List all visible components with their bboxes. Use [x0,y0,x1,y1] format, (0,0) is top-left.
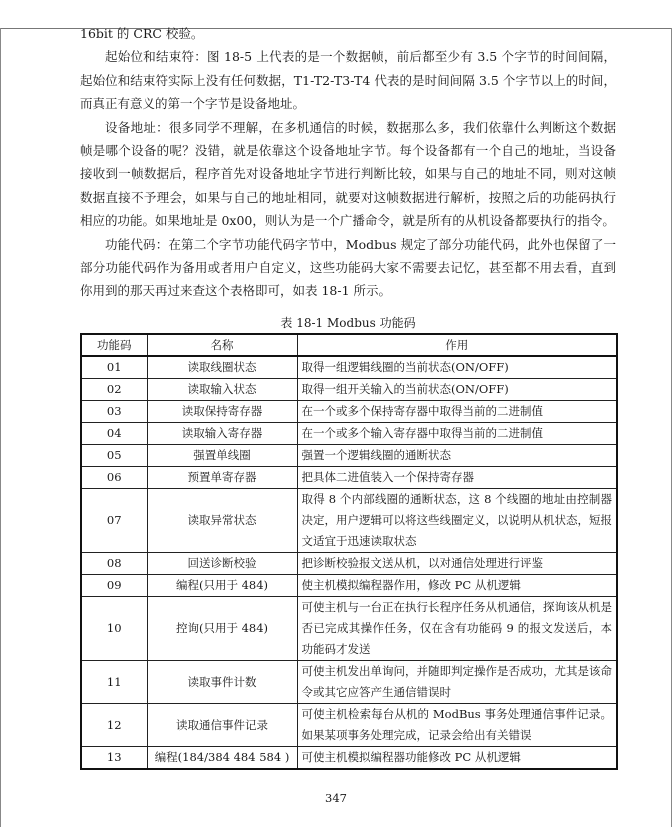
cell-name: 回送诊断校验 [147,553,297,575]
table-row [81,467,617,489]
header-action: 作用 [297,334,617,356]
cell-name: 编程(只用于 484) [147,575,297,597]
cell-code: 11 [81,661,147,704]
page-number: 347 [325,791,347,805]
table-row [81,423,617,445]
cell-action: 可使主机检索每台从机的 ModBus 事务处理通信事件记录。如果某项事务处理完成，记录会给出有关错误 [297,704,617,747]
table-row [81,747,617,770]
cell-name: 读取通信事件记录 [147,704,297,747]
header-name: 名称 [147,334,297,356]
table-row [81,489,617,553]
header-code: 功能码 [81,334,147,356]
paragraph-crc: 16bit 的 CRC 校验。 [80,26,204,41]
cell-code: 06 [81,467,147,489]
table-row [81,704,617,747]
cell-code: 02 [81,379,147,401]
cell-name: 控询(只用于 484) [147,597,297,661]
cell-action: 在一个或多个输入寄存器中取得当前的二进制值 [297,423,617,445]
table-row [81,356,617,379]
cell-action: 可使主机发出单询问，并随即判定操作是否成功，尤其是该命令或其它应答产生通信错误时 [297,661,617,704]
cell-action: 取得 8 个内部线圈的通断状态，这 8 个线圈的地址由控制器决定，用户逻辑可以将这些线圈定义，以说明从机状态，短报文适宜于迅速读取状态 [297,489,617,553]
cell-action: 在一个或多个保持寄存器中取得当前的二进制值 [297,401,617,423]
page-frame-left [0,28,1,827]
cell-code: 08 [81,553,147,575]
cell-name: 强置单线圈 [147,445,297,467]
table-row [81,597,617,661]
table-row [81,553,617,575]
cell-action: 使主机模拟编程器作用，修改 PC 从机逻辑 [297,575,617,597]
cell-action: 取得一组开关输入的当前状态(ON/OFF) [297,379,617,401]
cell-code: 13 [81,747,147,770]
paragraph-function-code: 功能代码：在第二个字节功能代码字节中，Modbus 规定了部分功能代码，此外也保留了一部分功能代码作为备用或者用户自定义，这些功能码大家不需要去记忆，甚至都不用去看，直到你用到的那天再过来查这个表格即可，如表 18-1 所示。 [80,236,616,299]
cell-action: 取得一组逻辑线圈的当前状态(ON/OFF) [297,356,617,379]
cell-code: 01 [81,356,147,379]
table-row [81,575,617,597]
table-header-row [81,334,617,356]
cell-name: 读取异常状态 [147,489,297,553]
cell-action: 把具体二进值装入一个保持寄存器 [297,467,617,489]
cell-name: 读取线圈状态 [147,356,297,379]
cell-action: 可使主机模拟编程器功能修改 PC 从机逻辑 [297,747,617,770]
cell-code: 07 [81,489,147,553]
table-row [81,401,617,423]
cell-name: 读取事件计数 [147,661,297,704]
table-row [81,379,617,401]
paragraph-device-address: 设备地址：很多同学不理解，在多机通信的时候，数据那么多，我们依靠什么判断这个数据帧是哪个设备的呢？没错，就是依靠这个设备地址字节。每个设备都有一个自己的地址，当设备接收到一帧数据后，程序首先对设备地址字节进行判断比较，如果与自己的地址不同，则对这帧数据直接不予理会，如果与自己的地址相同，就要对这帧数据进行解析，按照之后的功能码执行相应的功能。如果地址是 0x00，则认为是一个广播命令，就是所有的从机设备都要执行的指令。 [80,119,616,229]
cell-action: 强置一个逻辑线圈的通断状态 [297,445,617,467]
cell-name: 读取输入状态 [147,379,297,401]
cell-action: 可使主机与一台正在执行长程序任务从机通信，探询该从机是否已完成其操作任务，仅在含有功能码 9 的报文发送后，本功能码才发送 [297,597,617,661]
cell-code: 04 [81,423,147,445]
cell-code: 12 [81,704,147,747]
function-code-table [80,333,618,770]
cell-action: 把诊断校验报文送从机，以对通信处理进行评鉴 [297,553,617,575]
cell-code: 10 [81,597,147,661]
paragraph-start-end: 起始位和结束符：图 18-5 上代表的是一个数据帧，前后都至少有 3.5 个字节的时间间隔，起始位和结束符实际上没有任何数据，T1-T2-T3-T4 代表的是时间间隔 3.5 个字节以上的时间，而真正有意义的第一个字节是设备地址。 [80,49,616,112]
table-row [81,445,617,467]
cell-name: 编程(184/384 484 584 ) [147,747,297,770]
body-text [80,22,616,303]
table-row [81,661,617,704]
cell-code: 05 [81,445,147,467]
cell-name: 读取输入寄存器 [147,423,297,445]
cell-name: 预置单寄存器 [147,467,297,489]
cell-code: 03 [81,401,147,423]
cell-name: 读取保持寄存器 [147,401,297,423]
table-caption: 表 18-1 Modbus 功能码 [280,316,416,330]
cell-code: 09 [81,575,147,597]
